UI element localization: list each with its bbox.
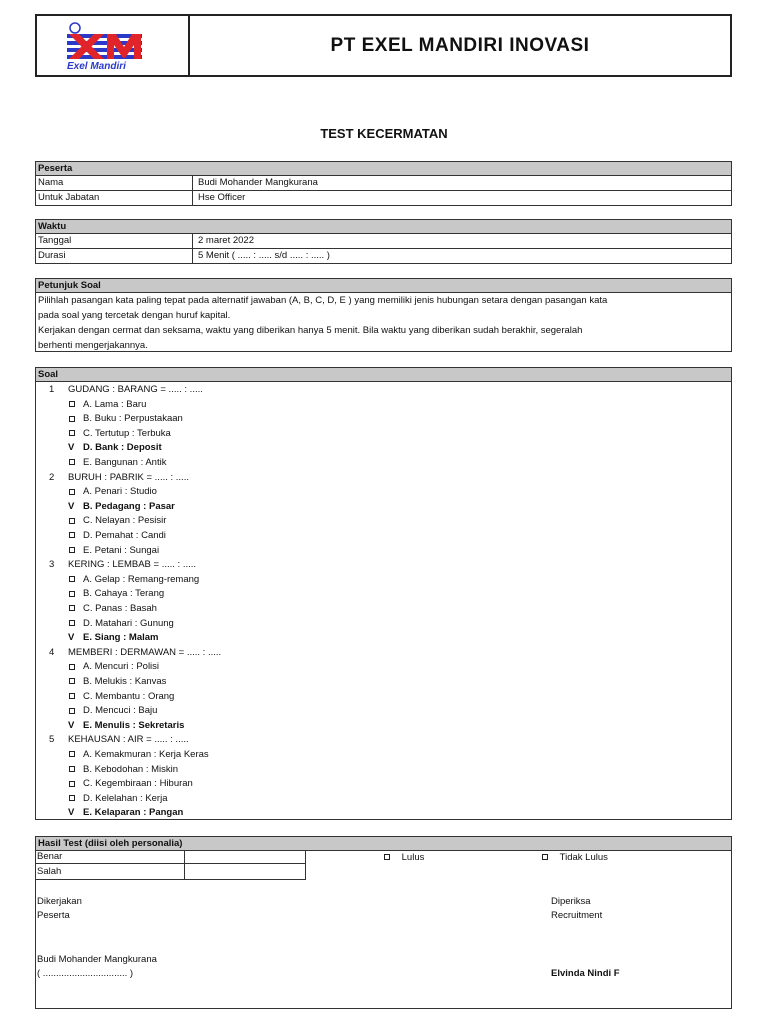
checkbox-icon[interactable] [69, 620, 75, 626]
option-text: A. Lama : Baru [83, 398, 147, 410]
option-text: A. Kemakmuran : Kerja Keras [83, 749, 209, 760]
option-checkbox[interactable] [68, 573, 80, 587]
company-name: PT EXEL MANDIRI INOVASI [330, 34, 590, 56]
answer-check-mark[interactable]: V [68, 807, 75, 819]
document-header [35, 14, 732, 77]
checkbox-icon[interactable] [69, 532, 75, 538]
answer-check-mark[interactable]: V [68, 442, 75, 454]
jabatan-value: Hse Officer [198, 192, 246, 203]
question-text: BURUH : PABRIK = ..... : ..... [68, 471, 189, 483]
checkbox-icon[interactable] [69, 751, 75, 757]
jabatan-label: Untuk Jabatan [36, 191, 193, 205]
question-number: 4 [49, 646, 55, 658]
option-checkbox[interactable] [68, 675, 80, 689]
option-checkbox[interactable] [68, 660, 80, 674]
signer-left-name: Budi Mohander Mangkurana [37, 954, 157, 965]
checkbox-icon[interactable] [69, 576, 75, 582]
option-text: C. Tertutup : Terbuka [83, 427, 171, 439]
option-text: D. Kelelahan : Kerja [83, 792, 168, 804]
logo-caption: Exel Mandiri [67, 61, 126, 72]
option-text: E. Siang : Malam [83, 632, 159, 644]
tidak-lulus-checkbox-icon[interactable] [542, 854, 548, 860]
option-text: C. Nelayan : Pesisir [83, 515, 167, 527]
option-text: D. Pemahat : Candi [83, 530, 166, 541]
lulus-label: Lulus [401, 852, 425, 863]
checkbox-icon[interactable] [69, 708, 75, 714]
salah-value-field[interactable] [185, 864, 306, 880]
option-text: A. Mencuri : Polisi [83, 661, 160, 673]
option-text: E. Petani : Sungai [83, 544, 160, 556]
soal-heading: Soal [36, 368, 731, 382]
petunjuk-section [35, 278, 732, 352]
option-checkbox[interactable] [68, 529, 80, 543]
sign-left-line2: Peserta [37, 910, 70, 921]
option-checkbox[interactable] [68, 748, 80, 762]
answer-check-mark[interactable]: V [68, 632, 75, 644]
test-title: TEST KECERMATAN [320, 126, 448, 141]
checkbox-icon[interactable] [69, 766, 75, 772]
option-checkbox[interactable] [68, 514, 80, 528]
option-checkbox[interactable] [68, 427, 80, 441]
option-text: E. Kelaparan : Pangan [83, 807, 184, 819]
option-text: C. Panas : Basah [83, 603, 157, 614]
option-checkbox[interactable] [68, 485, 80, 499]
petunjuk-line: Pilihlah pasangan kata paling tepat pada alternatif jawaban (A, B, C, D, E ) yang memiliki jenis hubungan setara dengan pasangan kata [38, 295, 608, 306]
tidak-lulus-option[interactable] [541, 851, 608, 865]
option-checkbox[interactable] [68, 690, 80, 704]
option-checkbox[interactable] [68, 792, 80, 806]
checkbox-icon[interactable] [69, 664, 75, 670]
waktu-row-durasi [36, 249, 731, 263]
option-text: B. Cahaya : Terang [83, 588, 165, 600]
durasi-label: Durasi [36, 249, 193, 263]
option-checkbox[interactable] [68, 617, 80, 631]
option-checkbox[interactable] [68, 587, 80, 601]
signer-left-bracket: ( ................................ ) [37, 968, 134, 979]
option-text: B. Pedagang : Pasar [83, 500, 175, 512]
checkbox-icon[interactable] [69, 518, 75, 524]
sign-left-line1: Dikerjakan [37, 896, 82, 907]
lulus-checkbox-icon[interactable] [384, 854, 390, 860]
question-text: MEMBERI : DERMAWAN = ..... : ..... [68, 646, 222, 658]
tanggal-label: Tanggal [36, 234, 193, 248]
checkbox-icon[interactable] [69, 489, 75, 495]
checkbox-icon[interactable] [69, 795, 75, 801]
option-checkbox[interactable] [68, 398, 80, 412]
sign-right-line1: Diperiksa [551, 896, 591, 907]
nama-label: Nama [36, 176, 193, 190]
question-text: GUDANG : BARANG = ..... : ..... [68, 384, 203, 395]
answer-check-mark[interactable]: V [68, 719, 75, 731]
signer-right-name: Elvinda Nindi F [551, 968, 620, 979]
option-text: D. Matahari : Gunung [83, 617, 174, 629]
waktu-section [35, 219, 732, 264]
tidak-lulus-label: Tidak Lulus [559, 852, 608, 863]
option-text: B. Kebodohan : Miskin [83, 763, 179, 775]
question-number: 5 [49, 734, 55, 746]
soal-section [35, 367, 732, 820]
peserta-row-jabatan [36, 191, 731, 205]
option-text: D. Bank : Deposit [83, 442, 162, 454]
option-checkbox[interactable] [68, 602, 80, 616]
tanggal-value: 2 maret 2022 [198, 235, 254, 246]
benar-value-field[interactable] [185, 850, 306, 864]
option-text: C. Membantu : Orang [83, 690, 175, 702]
option-checkbox[interactable] [68, 777, 80, 791]
peserta-heading: Peserta [36, 162, 731, 176]
question-text: KERING : LEMBAB = ..... : ..... [68, 559, 197, 571]
question-text: KEHAUSAN : AIR = ..... : ..... [68, 734, 189, 746]
question-number: 3 [49, 559, 55, 571]
option-text: A. Gelap : Remang-remang [83, 573, 200, 585]
peserta-section [35, 161, 732, 206]
durasi-value: 5 Menit ( ..... : ..... s/d ..... : ..... ) [198, 250, 330, 261]
option-text: B. Melukis : Kanvas [83, 676, 167, 687]
company-logo [37, 16, 190, 75]
petunjuk-line: berhenti mengerjakannya. [38, 340, 148, 351]
checkbox-icon[interactable] [69, 401, 75, 407]
checkbox-icon[interactable] [69, 459, 75, 465]
checkbox-icon[interactable] [69, 416, 75, 422]
answer-check-mark[interactable]: V [68, 500, 75, 512]
option-text: B. Buku : Perpustakaan [83, 413, 183, 425]
option-checkbox[interactable] [68, 763, 80, 777]
checkbox-icon[interactable] [69, 693, 75, 699]
sign-right-line2: Recruitment [551, 910, 603, 921]
nama-value: Budi Mohander Mangkurana [198, 177, 318, 188]
lulus-option[interactable] [383, 851, 424, 865]
petunjuk-line: Kerjakan dengan cermat dan seksama, waktu yang diberikan hanya 5 menit. Bila waktu yang diberikan sudah berakhir, segeralah [38, 325, 583, 336]
option-checkbox[interactable] [68, 456, 80, 470]
hasil-heading: Hasil Test (diisi oleh personalia) [36, 837, 731, 851]
benar-label: Benar [35, 850, 185, 864]
option-text: D. Mencuci : Baju [83, 705, 158, 717]
option-text: A. Penari : Studio [83, 486, 157, 498]
petunjuk-heading: Petunjuk Soal [36, 279, 731, 293]
peserta-row-nama [36, 176, 731, 191]
option-checkbox[interactable] [68, 704, 80, 718]
option-checkbox[interactable] [68, 544, 80, 558]
waktu-row-tanggal [36, 234, 731, 249]
checkbox-icon[interactable] [69, 605, 75, 611]
checkbox-icon[interactable] [69, 781, 75, 787]
option-checkbox[interactable] [68, 412, 80, 426]
checkbox-icon[interactable] [69, 430, 75, 436]
salah-label: Salah [35, 864, 185, 880]
option-text: E. Bangunan : Antik [83, 457, 167, 468]
option-text: C. Kegembiraan : Hiburan [83, 778, 193, 790]
checkbox-icon[interactable] [69, 678, 75, 684]
petunjuk-line: pada soal yang tercetak dengan huruf kapital. [38, 310, 231, 321]
checkbox-icon[interactable] [69, 591, 75, 597]
question-number: 2 [49, 471, 55, 483]
option-text: E. Menulis : Sekretaris [83, 719, 185, 731]
waktu-heading: Waktu [36, 220, 731, 234]
question-number: 1 [49, 384, 55, 395]
checkbox-icon[interactable] [69, 547, 75, 553]
